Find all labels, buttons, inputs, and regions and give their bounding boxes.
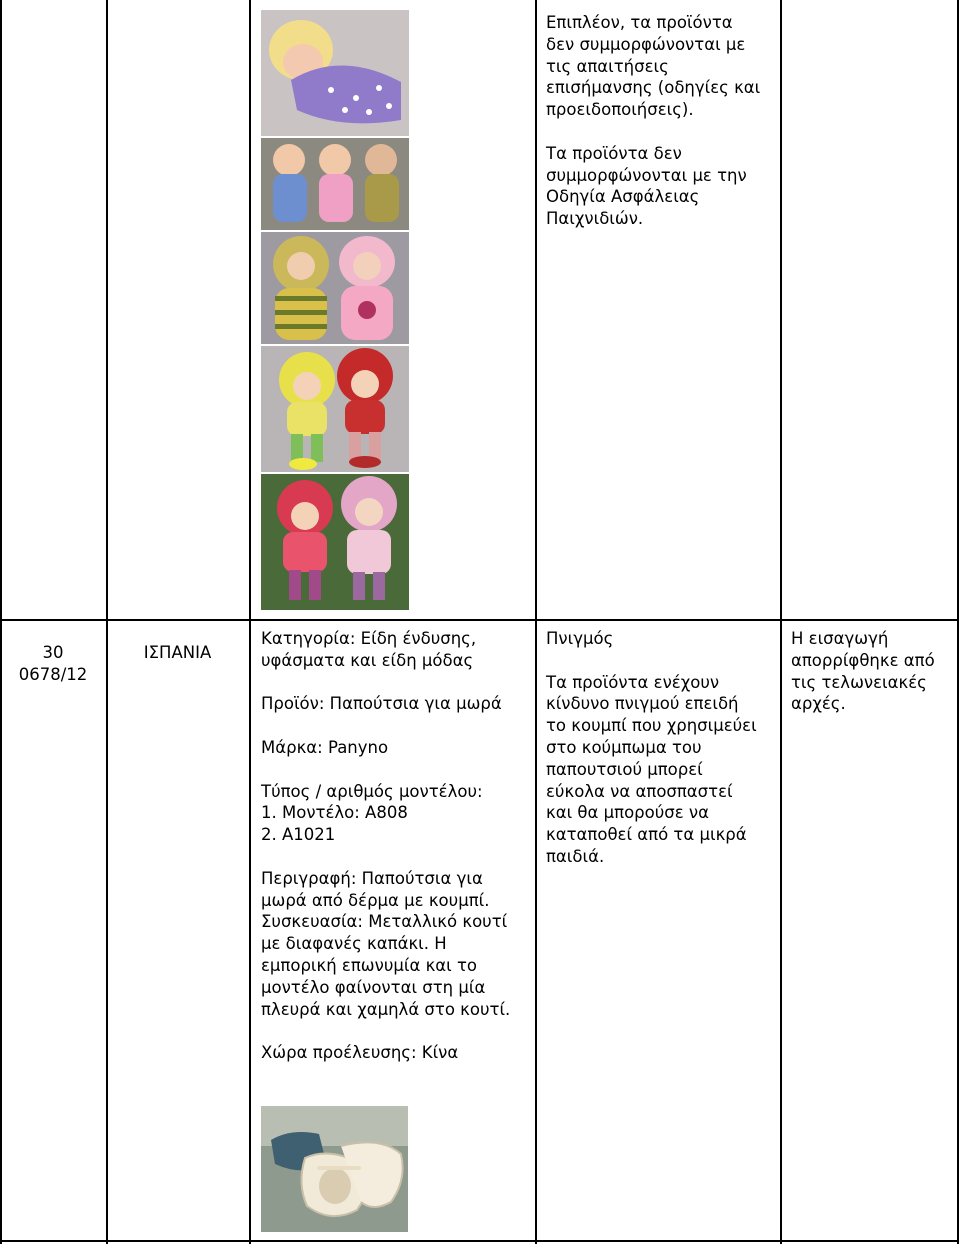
pink-red-flower-dolls-photo bbox=[261, 474, 409, 610]
column-divider-2 bbox=[249, 0, 251, 1244]
column-divider-1 bbox=[106, 0, 108, 1244]
table-border-left bbox=[0, 0, 2, 1244]
table-border-bottom bbox=[0, 1240, 959, 1242]
table-border-right bbox=[957, 0, 959, 1244]
baby-shoes-photo bbox=[261, 1106, 408, 1232]
measures-text: Η εισαγωγή απορρίφθηκε από τις τελωνειακές αρχές. bbox=[791, 629, 935, 714]
doll-lying-photo bbox=[261, 10, 409, 136]
three-dolls-photo bbox=[261, 138, 409, 230]
product-description: Κατηγορία: Είδη ένδυσης, υφάσματα και είδη μόδας Προϊόν: Παπούτσια για μωρά Μάρκα: Panyno Τύπος / αριθμός μοντέλου: 1. Μοντέλο: A808 2. A1021 Περιγραφή: Παπούτσια για μωρά από δέρμα με κουμπί. Συσκευασία: Μεταλλικό κουτί με διαφανές καπάκι. Η εμπορική επωνυμία και το μοντέλο φαίνονται στη μία πλευρά και χαμηλά στο κουτί. Χώρα προέλευσης: Κίνα bbox=[261, 629, 511, 1063]
row2-hazard-text: Πνιγμός Τα προϊόντα ενέχουν κίνδυνο πνιγμού επειδή το κουμπί που χρησιμεύει στο κούμπωμα του παπουτσιού μπορεί εύκολα να αποσπαστεί και θα μπορούσε να καταποθεί από τα μικρά παιδιά. bbox=[546, 629, 757, 866]
notifying-country: ΙΣΠΑΝΙΑ bbox=[143, 643, 212, 662]
row1-hazard-text: Επιπλέον, τα προϊόντα δεν συμμορφώνονται με τις απαιτήσεις επισήμανσης (οδηγίες και προειδοποιήσεις). Τα προϊόντα δεν συμμορφώνονται με την Οδηγία Ασφάλειας Παιχνιδιών. bbox=[546, 13, 761, 229]
two-flower-hat-dolls-photo bbox=[261, 346, 409, 472]
row-number: 30 bbox=[42, 643, 64, 662]
column-divider-4 bbox=[780, 0, 782, 1244]
row-reference: 0678/12 bbox=[18, 665, 88, 684]
row-divider bbox=[0, 619, 959, 621]
column-divider-3 bbox=[535, 0, 537, 1244]
two-animal-costume-dolls-photo bbox=[261, 232, 409, 344]
